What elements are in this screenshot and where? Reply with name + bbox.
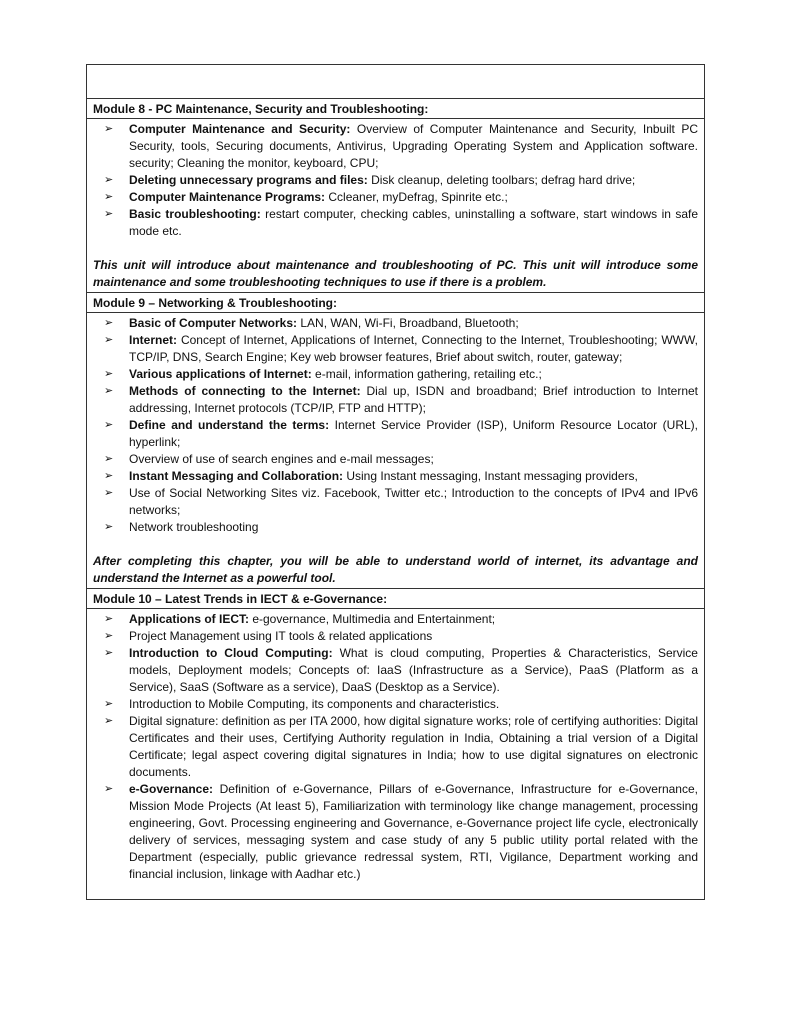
topic-lead: Deleting unnecessary programs and files:: [129, 173, 368, 187]
arrowhead-bullet-icon: ➢: [104, 317, 114, 329]
topic-text: e-mail, information gathering, retailing etc.;: [311, 367, 542, 381]
arrowhead-bullet-icon: ➢: [104, 123, 114, 135]
topic-item: [93, 315, 698, 332]
topic-item: [93, 417, 698, 451]
topic-item: [93, 611, 698, 628]
topic-item: [93, 696, 698, 713]
arrowhead-bullet-icon: ➢: [104, 470, 114, 482]
module-content: [87, 313, 704, 589]
topic-item: [93, 332, 698, 366]
arrowhead-bullet-icon: ➢: [104, 487, 114, 499]
topic-lead: Methods of connecting to the Internet:: [129, 384, 361, 398]
topic-text: Ccleaner, myDefrag, Spinrite etc.;: [325, 190, 508, 204]
topic-text: LAN, WAN, Wi-Fi, Broadband, Bluetooth;: [297, 316, 519, 330]
module-heading: Module 9 – Networking & Troubleshooting:: [87, 293, 704, 313]
topic-list: [93, 315, 698, 536]
topic-text: Use of Social Networking Sites viz. Facebook, Twitter etc.; Introduction to the concepts of IPv4 and IPv6 networks;: [129, 486, 698, 517]
arrowhead-bullet-icon: ➢: [104, 453, 114, 465]
arrowhead-bullet-icon: ➢: [104, 191, 114, 203]
arrowhead-bullet-icon: ➢: [104, 698, 114, 710]
arrowhead-bullet-icon: ➢: [104, 334, 114, 346]
topic-lead: Introduction to Cloud Computing:: [129, 646, 333, 660]
arrowhead-bullet-icon: ➢: [104, 647, 114, 659]
topic-lead: Instant Messaging and Collaboration:: [129, 469, 344, 483]
topic-text: e-governance, Multimedia and Entertainment;: [249, 612, 496, 626]
topic-item: [93, 206, 698, 240]
topic-text: Overview of Computer Maintenance and Security, Inbuilt PC Security, tools, Securing documents, Antivirus, Upgrading Operating System and Application software. security; Cleaning the monitor, keyboard, CPU;: [129, 122, 699, 170]
module-heading: Module 10 – Latest Trends in IECT & e-Governance:: [87, 589, 704, 609]
topic-text: Disk cleanup, deleting toolbars; defrag hard drive;: [367, 173, 636, 187]
topic-text: Dial up, ISDN and broadband; Brief introduction to Internet addressing, Internet protocols (TCP/IP, FTP and HTTP);: [129, 384, 699, 415]
topic-text: Digital signature: definition as per ITA 2000, how digital signature works; role of certifying authorities: Digital Certificates and their uses, Certifying Authority regulation in India, Obtaining a trial version of a Digital Certificate; legal aspect covering digital signatures in India; how to use digital signatures on electronic documents.: [129, 714, 698, 779]
arrowhead-bullet-icon: ➢: [104, 783, 114, 795]
arrowhead-bullet-icon: ➢: [104, 613, 114, 625]
topic-lead: Basic of Computer Networks:: [129, 316, 298, 330]
arrowhead-bullet-icon: ➢: [104, 368, 114, 380]
topic-lead: Various applications of Internet:: [129, 367, 312, 381]
topic-item: [93, 172, 698, 189]
topic-lead: Define and understand the terms:: [129, 418, 330, 432]
topic-item: [93, 468, 698, 485]
arrowhead-bullet-icon: ➢: [104, 521, 114, 533]
topic-text: restart computer, checking cables, uninstalling a software, start windows in safe mode etc.: [129, 207, 699, 238]
topic-item: [93, 645, 698, 696]
topic-text: Using Instant messaging, Instant messaging providers,: [343, 469, 638, 483]
module-content: [87, 119, 704, 293]
arrowhead-bullet-icon: ➢: [104, 208, 114, 220]
topic-item: [93, 451, 698, 468]
arrowhead-bullet-icon: ➢: [104, 174, 114, 186]
topic-item: [93, 713, 698, 781]
arrowhead-bullet-icon: ➢: [104, 715, 114, 727]
topic-item: [93, 628, 698, 645]
topic-item: [93, 189, 698, 206]
topic-lead: Internet:: [129, 333, 177, 347]
topic-text: Internet Service Provider (ISP), Uniform Resource Locator (URL), hyperlink;: [129, 418, 698, 449]
topic-item: [93, 383, 698, 417]
topic-list: [93, 611, 698, 883]
arrowhead-bullet-icon: ➢: [104, 630, 114, 642]
topic-lead: Computer Maintenance Programs:: [129, 190, 326, 204]
arrowhead-bullet-icon: ➢: [104, 385, 114, 397]
modules-container: [87, 99, 704, 899]
topic-lead: e-Governance:: [129, 782, 214, 796]
topic-lead: Applications of IECT:: [129, 612, 249, 626]
topic-text: Network troubleshooting: [129, 520, 259, 534]
topic-text: Overview of use of search engines and e-mail messages;: [129, 452, 434, 466]
syllabus-table: [86, 64, 705, 900]
arrowhead-bullet-icon: ➢: [104, 419, 114, 431]
topic-item: [93, 485, 698, 519]
topic-item: [93, 121, 698, 172]
topic-item: [93, 519, 698, 536]
topic-list: [93, 121, 698, 240]
module-heading: Module 8 - PC Maintenance, Security and Troubleshooting:: [87, 99, 704, 119]
topic-item: [93, 366, 698, 383]
topic-text: Definition of e-Governance, Pillars of e-Governance, Infrastructure for e-Governance, Mission Mode Projects (At least 5), Familiarization with terminology like change management, processing engineering, Govt. Processing engineering and Governance, e-Governance project life cycle, electronically delivery of services, messaging system and case study of any 5 public utility portal related with the Department (especially, public grievance redressal system, RTI, Vigilance, Department working and financial inclusion, linkage with Aadhar etc.): [129, 782, 698, 881]
topic-text: Project Management using IT tools & related applications: [129, 629, 433, 643]
topic-text: Introduction to Mobile Computing, its components and characteristics.: [129, 697, 500, 711]
module-summary: This unit will introduce about maintenance and troubleshooting of PC. This unit will introduce some maintenance and some troubleshooting techniques to use if there is a problem.: [93, 258, 698, 289]
topic-text: Concept of Internet, Applications of Internet, Connecting to the Internet, Troubleshooting; WWW, TCP/IP, DNS, Search Engine; Key web browser features, Brief about switch, router, gateway;: [129, 333, 698, 364]
module-summary: After completing this chapter, you will be able to understand world of internet, its advantage and understand the Internet as a powerful tool.: [93, 554, 698, 585]
empty-top-row: [87, 65, 704, 99]
topic-item: [93, 781, 698, 883]
topic-text: What is cloud computing, Properties & Characteristics, Service models, Deployment models; Concepts of: IaaS (Infrastructure as a Service), PaaS (Platform as a Service), SaaS (Software as a service), DaaS (Desktop as a Service).: [129, 646, 698, 694]
topic-lead: Basic troubleshooting:: [129, 207, 261, 221]
module-content: [87, 609, 704, 899]
topic-lead: Computer Maintenance and Security:: [129, 122, 351, 136]
